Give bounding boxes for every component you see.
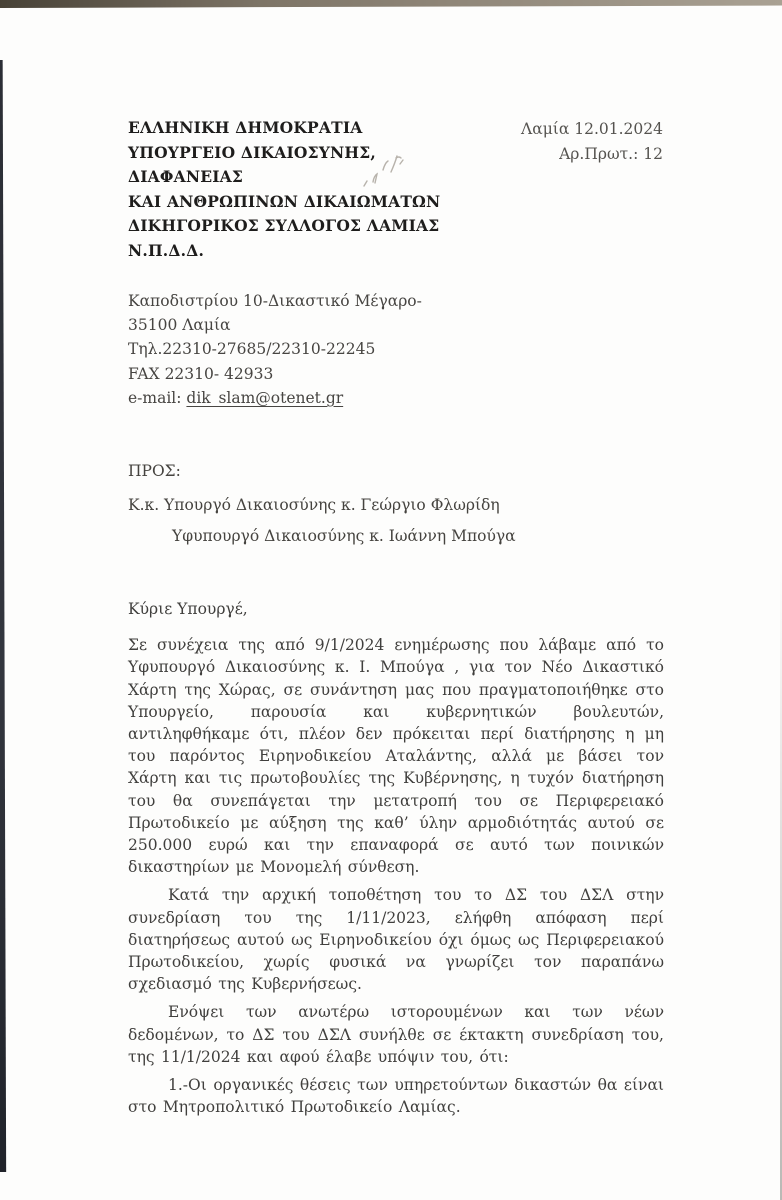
contact-block [128,289,422,410]
email-line [128,386,422,410]
scan-left-edge [0,60,7,1172]
body-paragraph-3: Ενόψει των ανωτέρω ιστορουμένων και των νέων δεδομένων, το ΔΣ του ΔΣΛ συνήλθε σε έκτακτη συνεδρίαση του, της 11/1/2024 και αφού έλαβε υπόψιν του, ότι: [128,1003,664,1066]
sender-line-bar-association: ΔΙΚΗΓΟΡΙΚΟΣ ΣΥΛΛΟΓΟΣ ΛΑΜΙΑΣ [128,216,440,236]
email-label: e-mail: [128,388,187,407]
letter-body [128,598,664,1124]
body-paragraph-1: Σε συνέχεια της από 9/1/2024 ενημέρωσης που λάβαμε από το Υφυπουργό Δικαιοσύνης κ. Ι. Μπούγα , για τον Νέο Δικαστικό Χάρτη της Χώρας, σε συνάντηση μας που πραγματοποιήθηκε στο Υπουργείο, παρουσία και κυβερνητικών βουλευτών, αντιληφθήκαμε ότι, πλέον δεν πρόκειται περί διατήρησης η μη του παρόντος Ειρηνοδικείου Αταλάντης, αλλά με βάσει τον Χάρτη και τις πρωτοβουλίες της Κυβέρνησης, η τυχόν διατήρηση του θα συνεπάγεται την μετατροπή του σε Περιφερειακό Πρωτοδικείο με αύξηση της καθ’ ύλην αρμοδιότητάς αυτού σε 250.000 ευρώ και την επαναφορά σε αυτό των ποινικών δικαστηρίων με Μονομελή σύνθεση. [128,636,664,877]
fax-line: FAX 22310- 42933 [128,364,274,383]
email-address: dik_slam@otenet.gr [186,388,344,407]
sender-line-republic: ΕΛΛΗΝΙΚΗ ΔΗΜΟΚΡΑΤΙΑ [128,118,363,137]
sender-line-human-rights: ΚΑΙ ΑΝΘΡΩΠΙΝΩΝ ΔΙΚΑΙΩΜΑΤΩΝ [128,191,441,211]
sender-letterhead [128,116,440,264]
recipient-block [128,462,516,545]
recipient-minister: Κ.κ. Υπουργό Δικαιοσύνης κ. Γεώργιο Φλωρίδη [128,496,500,514]
reference-block [521,117,663,167]
salutation: Κύριε Υπουργέ, [128,600,248,618]
recipient-deputy-minister: Υφυπουργό Δικαιοσύνης κ. Ιωάννη Μπούγα [172,527,516,545]
body-paragraph-2: Κατά την αρχική τοποθέτηση του το ΔΣ του ΔΣΛ στην συνεδρίαση του της 1/11/2023, ελήφθη απόφαση περί διατηρήσεως αυτού ως Ειρηνοδικείου όχι όμως ως Περιφερειακού Πρωτοδικείου, χωρίς φυσικά να γνωρίζει τον παραπάνω σχεδιασμό της Κυβερνήσεως. [128,886,664,994]
place-date: Λαμία 12.01.2024 [521,120,663,138]
body-paragraph-4: 1.-Οι οργανικές θέσεις των υπηρετούντων δικαστών θα είναι στο Μητροπολιτικό Πρωτοδικείο Λαμίας. [128,1076,664,1117]
address-line-1: Καποδιστρίου 10-Δικαστικό Μέγαρο- [128,292,422,310]
sender-line-ministry: ΥΠΟΥΡΓΕΙΟ ΔΙΚΑΙΟΣΥΝΗΣ, [128,142,377,162]
scan-top-edge [0,0,782,8]
sender-line-transparency: ΔΙΑΦΑΝΕΙΑΣ [128,167,244,187]
recipient-label: ΠΡΟΣ: [128,462,181,480]
sender-line-npdd: Ν.Π.Δ.Δ. [128,240,205,260]
protocol-number: Αρ.Πρωτ.: 12 [559,145,663,163]
address-line-2: 35100 Λαμία [128,316,231,335]
phone-line: Τηλ.22310-27685/22310-22245 [128,340,376,359]
